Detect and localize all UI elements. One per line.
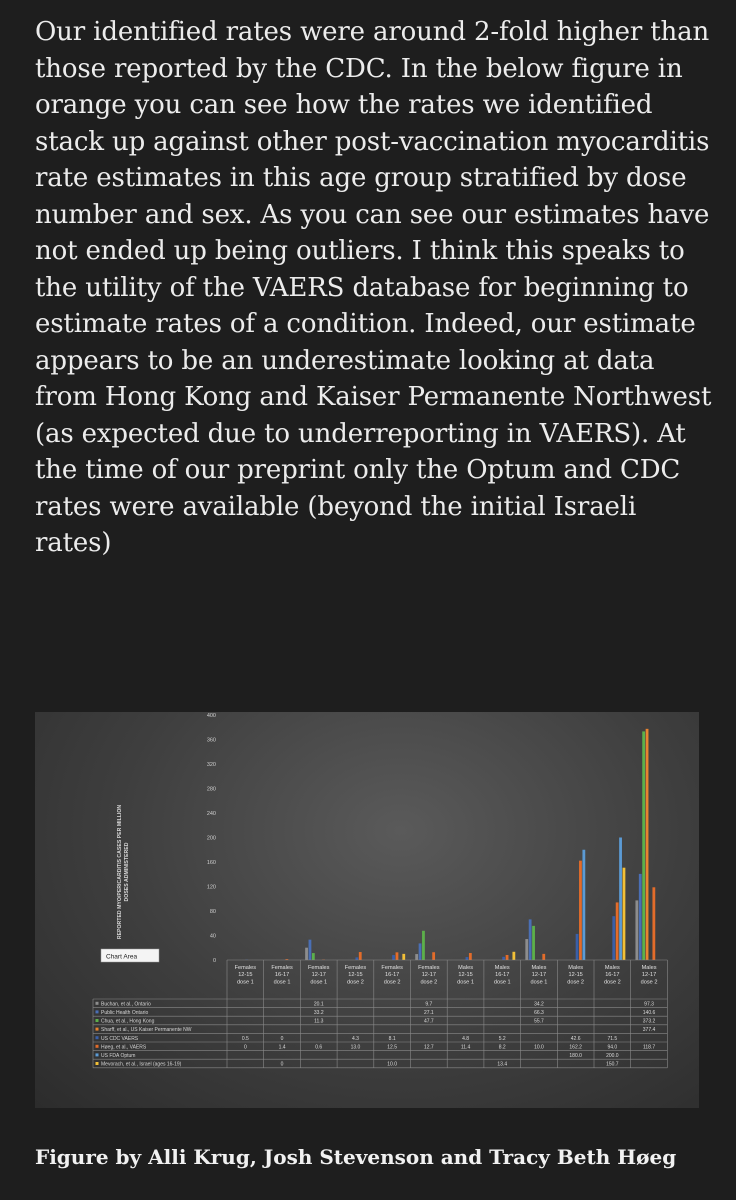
data-table-cell: 162.2 [569, 1044, 582, 1051]
data-table-cell: 55.7 [534, 1018, 544, 1025]
chart-bar [576, 934, 579, 960]
legend-entry: Buchan, et al., Ontario [101, 1001, 151, 1008]
data-table-cell: 0 [280, 1061, 284, 1068]
chart-bar [652, 887, 655, 960]
data-table-cell: 200.0 [606, 1053, 619, 1059]
legend-entry: Chua, et al., Hong Kong [101, 1018, 155, 1025]
y-tick-label: 160 [206, 860, 216, 866]
chart-bar [466, 957, 469, 960]
legend-swatch [96, 1036, 99, 1039]
legend-entry: Public Health Ontario [101, 1010, 149, 1016]
myocarditis-chart [35, 712, 699, 1108]
y-axis-title: REPORTED MYO/PERICARDITIS CASES PER MILLIONDOSES ADMINISTERED [117, 804, 130, 940]
chart-bar [502, 957, 505, 960]
legend-swatch [96, 1010, 99, 1013]
chart-bar [309, 940, 312, 960]
data-table-cell: 4.8 [462, 1035, 470, 1042]
chart-bar [422, 931, 425, 960]
data-table-cell: 42.6 [570, 1035, 581, 1042]
data-table-cell: 94.0 [607, 1044, 618, 1051]
chart-bar [582, 850, 585, 960]
chart-bar [642, 731, 645, 960]
legend-entry: US FDA Optum [101, 1053, 136, 1059]
data-table-cell: 373.2 [642, 1018, 656, 1025]
x-category-label: Males 12-15 dose 1 [457, 965, 474, 986]
x-category-label: Males 16-17 dose 1 [493, 965, 511, 986]
post-paragraph: Our identified rates were around 2-fold higher than those reported by the CDC. In the below figure in orange you can see how the rates we identified stack up against other post-vaccination myocarditis rate estimates in this age group stratified by dose number and sex. As you can see our estimates have not ended up being outliers. I think this speaks to the utility of the VAERS database for beginning to estimate rates of a condition. Indeed, our estimate appears to be an underestimate looking at data from Hong Kong and Kaiser Permanente Northwest (as expected due to underreporting in VAERS). At the time of our preprint only the Optum and CDC rates were available (beyond the initial Israeli rates) [35, 17, 712, 558]
chart-bar [506, 955, 509, 960]
y-tick-label: 400 [206, 713, 216, 719]
chart-bar [542, 954, 545, 960]
legend-swatch [96, 1002, 99, 1005]
legend-swatch [96, 1028, 99, 1031]
chart-bar [402, 954, 405, 960]
data-table-cell: 11.4 [460, 1044, 471, 1051]
x-category-label: Males 16-17 dose 2 [603, 965, 621, 986]
data-table-cell: 118.7 [642, 1044, 656, 1051]
y-tick-label: 360 [206, 737, 216, 744]
data-table-cell: 11.3 [314, 1018, 324, 1025]
y-tick-label: 80 [209, 909, 216, 915]
data-table-cell: 377.4 [642, 1027, 656, 1034]
chart-bar [619, 838, 622, 961]
chart-bar [392, 955, 395, 960]
data-table-cell: 4.3 [351, 1035, 359, 1042]
data-table-cell: 10.0 [387, 1061, 398, 1068]
y-tick-label: 320 [206, 762, 216, 768]
x-category-label: Females 12-15 dose 2 [344, 965, 367, 986]
x-category-label: Females 16-17 dose 2 [381, 965, 403, 986]
chart-bar [305, 948, 308, 960]
chart-bar [355, 957, 358, 960]
chart-bar [532, 926, 535, 960]
data-table-cell: 1.4 [278, 1044, 286, 1051]
data-table-cell: 8.1 [388, 1035, 396, 1042]
y-tick-label: 40 [209, 933, 216, 940]
chart-bar [432, 952, 435, 960]
data-table-cell: 9.7 [425, 1001, 433, 1008]
chart-bar [396, 952, 399, 960]
chart-bar [579, 861, 582, 960]
x-category-label: Females 12-15 dose 1 [234, 965, 257, 986]
chart-bar [623, 868, 626, 960]
data-table-cell: 12.5 [387, 1044, 398, 1051]
y-tick-label: 280 [206, 786, 216, 793]
data-table-cell: 71.5 [607, 1035, 618, 1042]
myocarditis-chart-figure [35, 712, 699, 1108]
x-category-label: Males 12-17 dose 2 [640, 965, 658, 986]
data-table-cell: 0 [280, 1035, 284, 1042]
legend-swatch [96, 1019, 99, 1022]
chart-area-tooltip: Chart Area [106, 953, 138, 961]
data-table-cell: 0.6 [315, 1044, 323, 1051]
legend-swatch [96, 1062, 99, 1065]
data-table-cell: 12.7 [423, 1044, 434, 1051]
legend-swatch [96, 1053, 99, 1056]
chart-bar [616, 902, 619, 960]
x-category-label: Females 16-17 dose 1 [271, 965, 293, 986]
data-table-cell: 13.0 [350, 1044, 361, 1051]
data-table-cell: 140.6 [642, 1010, 656, 1016]
legend-entry: US CDC VAERS [101, 1035, 139, 1042]
chart-bar [639, 874, 642, 960]
data-table-cell: 47.7 [423, 1018, 434, 1025]
chart-bar [529, 919, 532, 960]
x-category-label: Males 12-17 dose 1 [530, 965, 548, 986]
chart-bar [415, 954, 418, 960]
legend-entry: Mevorach, et al., Israel (ages 16-19) [101, 1061, 182, 1068]
x-category-label: Females 12-17 dose 2 [418, 965, 440, 986]
chart-bar [612, 916, 615, 960]
figure-caption: Figure by Alli Krug, Josh Stevenson and Tracy Beth Høeg [35, 1145, 677, 1169]
data-table-cell: 180.0 [569, 1053, 582, 1059]
data-table-cell: 97.3 [644, 1001, 654, 1008]
chart-bar [646, 729, 649, 960]
y-tick-label: 200 [206, 835, 216, 842]
data-table-cell: 0 [243, 1044, 247, 1051]
legend-entry: Høeg, et al., VAERS [101, 1044, 147, 1051]
y-tick-label: 240 [206, 811, 216, 817]
data-table-cell: 5.2 [498, 1035, 506, 1042]
chart-bar [635, 900, 638, 960]
chart-bar [512, 952, 515, 960]
chart-bar [312, 953, 315, 960]
chart-bar [359, 952, 362, 960]
chart-bar [469, 953, 472, 960]
data-table-cell: 13.4 [497, 1061, 508, 1068]
data-table-cell: 34.2 [534, 1001, 544, 1008]
y-tick-label: 120 [206, 884, 216, 891]
x-category-label: Females 12-17 dose 1 [308, 965, 330, 986]
data-table-cell: 66.3 [534, 1010, 544, 1016]
data-table-cell: 150.7 [606, 1061, 619, 1068]
legend-swatch [96, 1045, 99, 1048]
y-tick-label: 0 [212, 958, 216, 964]
data-table-cell: 20.1 [313, 1001, 324, 1008]
chart-bar [525, 939, 528, 960]
x-category-label: Males 12-15 dose 2 [567, 965, 585, 986]
legend-entry: Sharff, et al., US Kaiser Permanente NW [101, 1027, 192, 1034]
data-table-cell: 27.1 [423, 1010, 434, 1016]
chart-bar [419, 943, 422, 960]
data-table-cell: 0.5 [241, 1035, 249, 1042]
data-table-cell: 33.2 [313, 1010, 324, 1016]
data-table-cell: 8.2 [498, 1044, 506, 1051]
data-table-cell: 10.0 [534, 1044, 544, 1051]
